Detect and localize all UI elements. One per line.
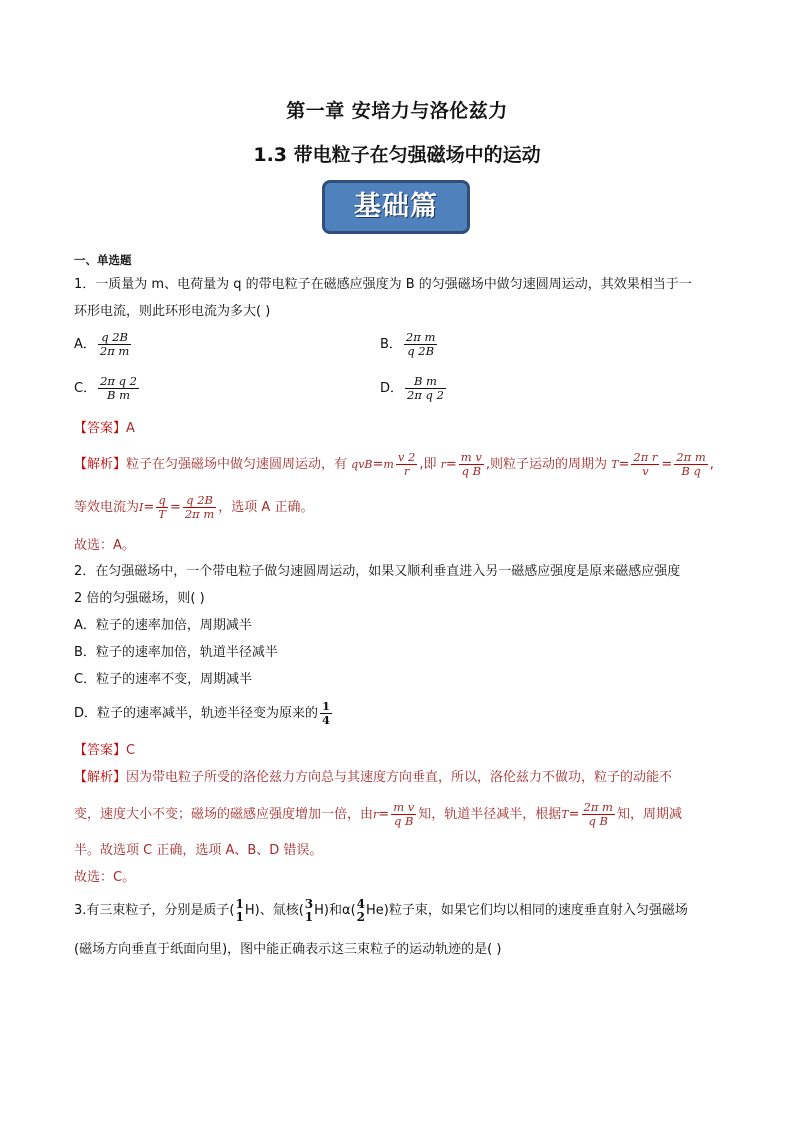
triton-isotope: 3 1 <box>304 896 314 924</box>
q2-analysis-line2: 变，速度大小不变；磁场的磁感应强度增加一倍，由r= $\frac{\text{m v}}{\text{q B}}$ 知，轨道半径减半，根据T= $\frac{\text{2π m}}{\text{q B}}$ 知，周期减 <box>74 800 682 828</box>
fraction: $\frac{\text{B m}}{\text{2π q 2}}$ <box>407 374 444 402</box>
q1-option-a <box>74 331 133 358</box>
fraction: $\frac{v 2}{r}$ <box>397 450 416 478</box>
q2-answer <box>74 742 135 760</box>
proton-isotope: 1 1 <box>235 896 244 924</box>
q2-stem-line1: 2．在匀强磁场中，一个带电粒子做匀速圆周运动，如果又顺利垂直进入另一磁感应强度是原来磁感应强度 <box>74 564 681 579</box>
q2-analysis-line1: 【解析】因为带电粒子所受的洛伦兹力方向总与其速度方向垂直，所以，洛伦兹力不做功，粒子的动能不 <box>74 770 673 785</box>
answer-tag: 【答案】 <box>74 421 127 436</box>
answer-value: C <box>126 743 136 758</box>
q1-analysis-line1: 【解析】粒子在匀强磁场中做匀速圆周运动，有 qvB=m $\frac{v 2}{r}$ ,即 r= $\frac{\text{m v}}{\text{q B}}$ ,则粒子运动的周期为 T= $\frac{\text{2π r}}{v}$ = $\frac{\text{2π m}}{\text{B q}}$ , <box>74 450 714 478</box>
q2-option-a: A．粒子的速率加倍，周期减半 <box>74 618 252 633</box>
fraction: $\frac{\text{2π r}}{v}$ <box>633 450 658 478</box>
q2-stem-line2: 2 倍的匀强磁场，则( ) <box>74 591 205 606</box>
fraction: $\frac{q 2B}{\text{2π m}}$ <box>99 330 130 358</box>
q1-analysis-line2: 等效电流为I= $\frac{q}{T}$ = $\frac{q 2B}{\text{2π m}}$ ，选项 A 正确。 <box>74 493 314 521</box>
q2-option-b: B．粒子的速率加倍，轨道半径减半 <box>74 645 278 660</box>
fraction: $\frac{\text{2π m}}{\text{B q}}$ <box>676 450 706 478</box>
fraction: $\frac{\text{m v}}{\text{q B}}$ <box>460 450 482 478</box>
option-label: B． <box>380 337 402 352</box>
option-label: C． <box>74 381 97 396</box>
q3-stem-line2: (磁场方向垂直于纸面向里)，图中能正确表示这三束粒子的运动轨迹的是( ) <box>74 942 502 957</box>
fraction: $\frac{\text{2π q 2}}{\text{B m}}$ <box>100 374 137 402</box>
q3-stem-line1: 3.有三束粒子，分别是质子( 1 1 H)、氚核( 3 1 H)和α( 4 2 He)粒子束，如果它们均以相同的速度垂直射入匀强磁场 <box>74 896 688 924</box>
option-label: A． <box>74 337 96 352</box>
section-title: 1.3 带电粒子在匀强磁场中的运动 <box>253 144 541 166</box>
fraction: $\frac{\text{2π m}}{q 2B}$ <box>405 330 436 358</box>
fraction: $\frac{q}{T}$ <box>158 493 166 521</box>
q1-option-c <box>74 375 141 402</box>
part-heading: 一、单选题 <box>74 253 132 267</box>
q1-conclusion: 故选：A。 <box>74 538 135 553</box>
alpha-isotope: 4 2 <box>356 896 366 924</box>
q1-stem-line1: 1．一质量为 m、电荷量为 q 的带电粒子在磁感应强度为 B 的匀强磁场中做匀速圆周运动，其效果相当于一 <box>74 277 692 292</box>
chapter-title: 第一章 安培力与洛伦兹力 <box>286 100 508 122</box>
q1-answer <box>74 420 135 438</box>
q2-analysis-line3: 半。故选项 C 正确，选项 A、B、D 错误。 <box>74 843 323 858</box>
fraction: $\frac{\text{m v}}{\text{q B}}$ <box>393 800 415 828</box>
option-label: D． <box>380 381 404 396</box>
answer-value: A <box>126 421 135 436</box>
q2-conclusion: 故选：C。 <box>74 870 136 885</box>
q1-stem-line2: 环形电流，则此环形电流为多大( ) <box>74 304 271 319</box>
level-badge: 基础篇 <box>322 180 470 234</box>
q2-option-d: D．粒子的速率减半，轨迹半径变为原来的 $\frac{1}{4}$ <box>74 699 331 727</box>
analysis-tag: 【解析】 <box>74 770 127 785</box>
fraction: $\frac{q 2B}{\text{2π m}}$ <box>184 493 215 521</box>
q1-option-d <box>380 375 448 402</box>
q1-option-b <box>380 331 439 358</box>
analysis-tag: 【解析】 <box>74 457 127 472</box>
fraction: $\frac{1}{4}$ <box>322 699 331 727</box>
fraction: $\frac{\text{2π m}}{\text{q B}}$ <box>583 800 613 828</box>
q2-option-c: C．粒子的速率不变，周期减半 <box>74 672 253 687</box>
answer-tag: 【答案】 <box>74 743 127 758</box>
